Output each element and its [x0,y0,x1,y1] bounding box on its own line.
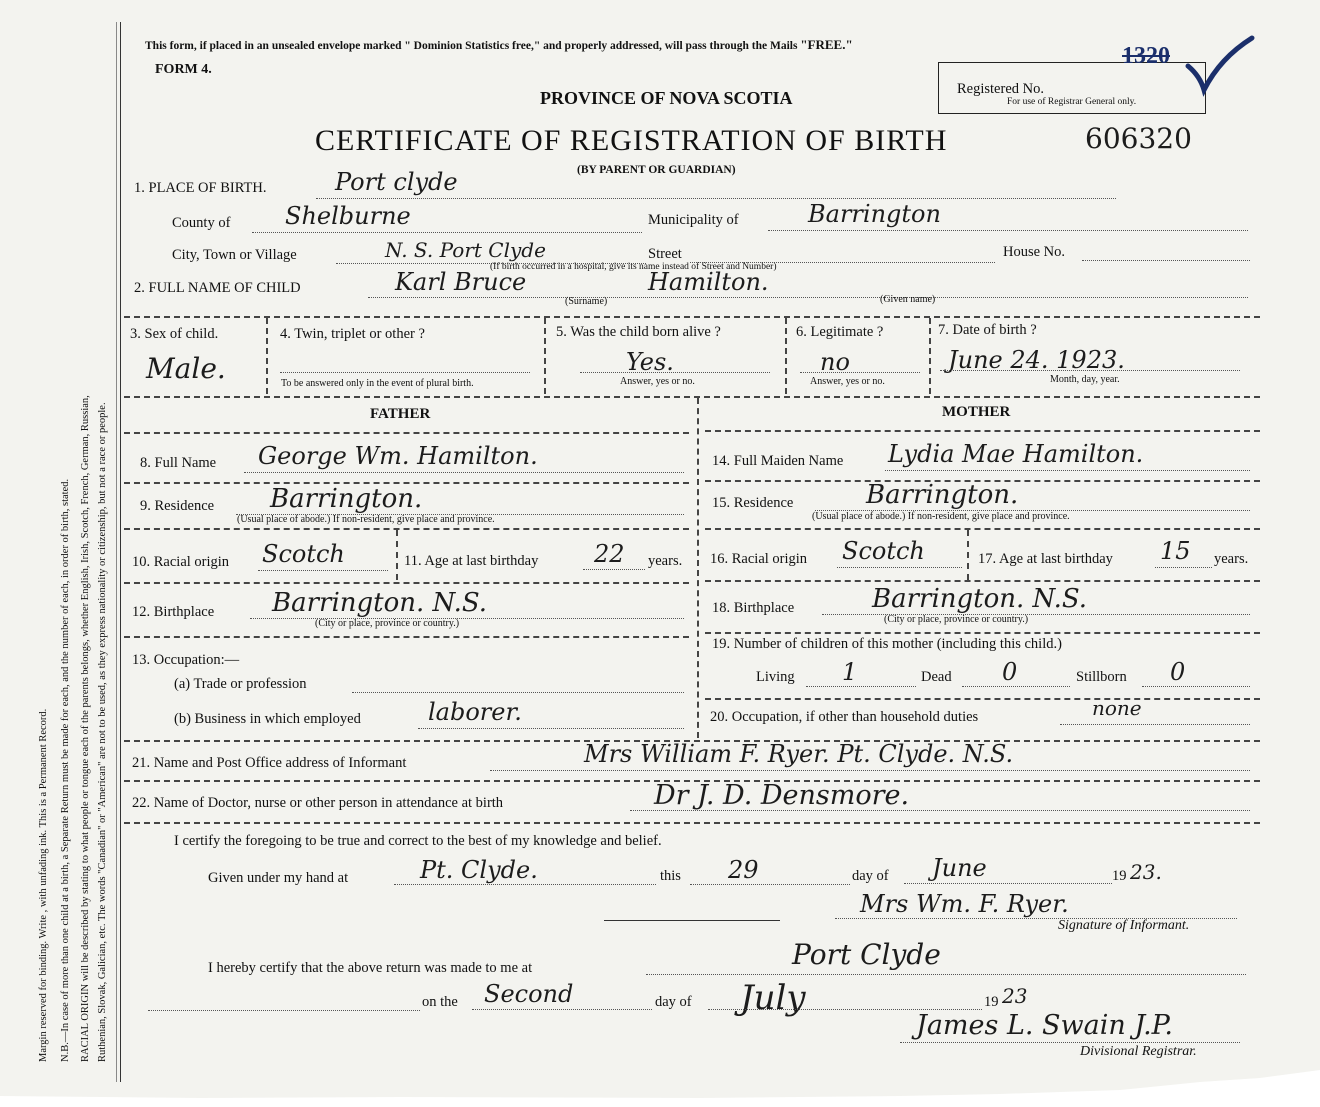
registered-number: 1320 [1122,43,1170,69]
margin-note-2: N.B.—In case of more than one child at a birth, a Separate Return must be made for each, and the number of each, in order of birth, stated. [60,478,71,1062]
certify-statement: I certify the foregoing to be true and correct to the best of my knowledge and belief. [174,833,662,849]
registrar-year-prefix: 19 [984,994,999,1010]
legitimate-note: Answer, yes or no. [810,376,885,387]
business-label: (b) Business in which employed [174,711,361,727]
margin-line-inner [116,22,117,1082]
registrar-place-value: Port Clyde [792,938,941,971]
father-heading: FATHER [370,406,431,422]
mother-race-value: Scotch [842,537,925,565]
certify-day-value: 29 [728,856,759,884]
mother-age-unit: years. [1214,551,1249,567]
certify-year-prefix: 19 [1112,868,1127,884]
legitimate-label: 6. Legitimate ? [796,324,884,340]
trade-label: (a) Trade or profession [174,676,307,692]
registrar-statement: I hereby certify that the above return was made to me at [208,960,533,976]
father-residence-value: Barrington. [270,484,423,514]
father-residence-label: 9. Residence [140,498,215,514]
county-value: Shelburne [285,202,411,230]
street-label: Street [648,246,682,262]
father-birthplace-value: Barrington. N.S. [272,588,488,618]
city-label: City, Town or Village [172,247,297,263]
child-given-name: Karl Bruce [395,268,527,296]
father-age-value: 22 [594,540,625,568]
check-mark-icon [1180,28,1260,98]
father-name-value: George Wm. Hamilton. [258,442,538,470]
margin-note-3: RACIAL ORIGIN will be described by stating to what people or tongue each of the parents belongs, whether English, Irish, Scotch, French, German, Russian, [80,395,91,1062]
informant-value: Mrs William F. Ryer. Pt. Clyde. N.S. [584,740,1014,768]
dead-label: Dead [921,669,952,685]
registered-label: Registered No. [957,81,1044,97]
certify-day-of-label: day of [852,868,889,884]
father-race-value: Scotch [262,540,345,568]
father-occupation-label: 13. Occupation:— [132,652,240,668]
registrar-year-value: 23 [1002,984,1028,1008]
born-alive-note: Answer, yes or no. [620,376,695,387]
children-count-label: 19. Number of children of this mother (including this child.) [712,636,1062,652]
given-at-value: Pt. Clyde. [420,856,538,884]
form-number: FORM 4. [155,62,212,77]
this-label: this [660,868,681,884]
mother-occupation-label: 20. Occupation, if other than household duties [710,709,979,725]
certify-year-value: 23. [1130,860,1162,884]
stillborn-label: Stillborn [1076,669,1127,685]
dead-value: 0 [1002,658,1018,686]
place-of-birth-value: Port clyde [335,168,458,196]
father-age-label: 11. Age at last birthday [404,553,539,569]
mother-name-label: 14. Full Maiden Name [712,453,844,469]
father-birthplace-note: (City or place, province or country.) [315,618,460,629]
page-subtitle: (BY PARENT OR GUARDIAN) [577,164,736,176]
born-alive-label: 5. Was the child born alive ? [556,324,721,340]
dob-label: 7. Date of birth ? [938,322,1037,338]
living-value: 1 [842,658,858,686]
informant-signature-label: Signature of Informant. [1058,918,1190,933]
father-name-label: 8. Full Name [140,455,217,471]
father-age-unit: years. [648,553,683,569]
registered-note: For use of Registrar General only. [1007,97,1137,107]
father-race-label: 10. Racial origin [132,554,230,570]
father-birthplace-label: 12. Birthplace [132,604,215,620]
mother-name-value: Lydia Mae Hamilton. [888,440,1144,468]
stillborn-value: 0 [1170,658,1186,686]
mother-age-label: 17. Age at last birthday [978,551,1113,567]
informant-label: 21. Name and Post Office address of Informant [132,755,407,771]
dob-value: June 24. 1923. [948,346,1125,374]
mother-occupation-value: none [1092,696,1142,720]
informant-signature: Mrs Wm. F. Ryer. [860,890,1069,918]
municipality-value: Barrington [808,200,941,228]
mail-notice: This form, if placed in an unsealed envelope marked " Dominion Statistics free," and properly addressed, will pass through the Mails "FREE." [145,37,853,52]
born-alive-value: Yes. [626,348,674,376]
living-label: Living [756,669,795,685]
child-surname: Hamilton. [648,268,769,296]
city-value: N. S. Port Clyde [385,238,546,262]
registrar-day-of-label: day of [655,994,692,1010]
child-name-label: 2. FULL NAME OF CHILD [134,280,301,296]
mother-birthplace-label: 18. Birthplace [712,600,795,616]
twin-note: To be answered only in the event of plural birth. [281,378,474,389]
margin-line [120,22,121,1082]
place-of-birth-label: 1. PLACE OF BIRTH. [134,180,267,196]
province-title: PROVINCE OF NOVA SCOTIA [540,88,793,108]
mother-residence-value: Barrington. [866,480,1019,510]
twin-label: 4. Twin, triplet or other ? [280,326,425,342]
legitimate-value: no [820,348,850,376]
given-name-note: (Given name) [880,294,936,305]
mother-age-value: 15 [1160,537,1191,565]
dob-note: Month, day, year. [1050,374,1120,385]
on-the-label: on the [422,994,458,1010]
registered-box [938,43,1206,114]
mother-heading: MOTHER [942,404,1011,420]
page-title: CERTIFICATE OF REGISTRATION OF BIRTH [315,124,948,157]
doctor-label: 22. Name of Doctor, nurse or other person in attendance at birth [132,795,504,811]
father-residence-note: (Usual place of abode.) If non-resident, give place and province. [237,514,495,525]
surname-note: (Surname) [565,296,608,307]
margin-note-4: Ruthenian, Slovak, Galician, etc. The words "Canadian" or "American" are not to be used, as they express nationality or citizenship, but not a race or people. [97,402,108,1062]
county-label: County of [172,215,231,231]
hospital-note: (If birth occurred in a hospital, give its name instead of Street and Number) [490,262,777,272]
mother-birthplace-note: (City or place, province or country.) [884,614,1029,625]
mother-residence-label: 15. Residence [712,495,794,511]
doctor-value: Dr J. D. Densmore. [654,780,910,811]
sex-label: 3. Sex of child. [130,326,219,342]
given-at-label: Given under my hand at [208,870,349,886]
registrar-day-value: Second [484,980,574,1008]
torn-edge [0,1060,1320,1107]
registrar-signature-label: Divisional Registrar. [1080,1044,1197,1059]
municipality-label: Municipality of [648,212,739,228]
registrar-signature: James L. Swain J.P. [916,1010,1173,1041]
certificate-number: 606320 [1085,122,1192,155]
mother-race-label: 16. Racial origin [710,551,808,567]
mother-residence-note: (Usual place of abode.) If non-resident, give place and province. [812,511,1070,522]
sex-value: Male. [146,352,226,385]
business-value: laborer. [428,698,522,726]
registrar-month-value: July [740,978,806,1018]
house-number-label: House No. [1003,244,1066,260]
mother-birthplace-value: Barrington. N.S. [872,584,1088,614]
margin-note-1: Margin reserved for binding. Write , with unfading ink. This is a Permanent Record. [38,708,49,1062]
certify-month-value: June [932,854,987,882]
